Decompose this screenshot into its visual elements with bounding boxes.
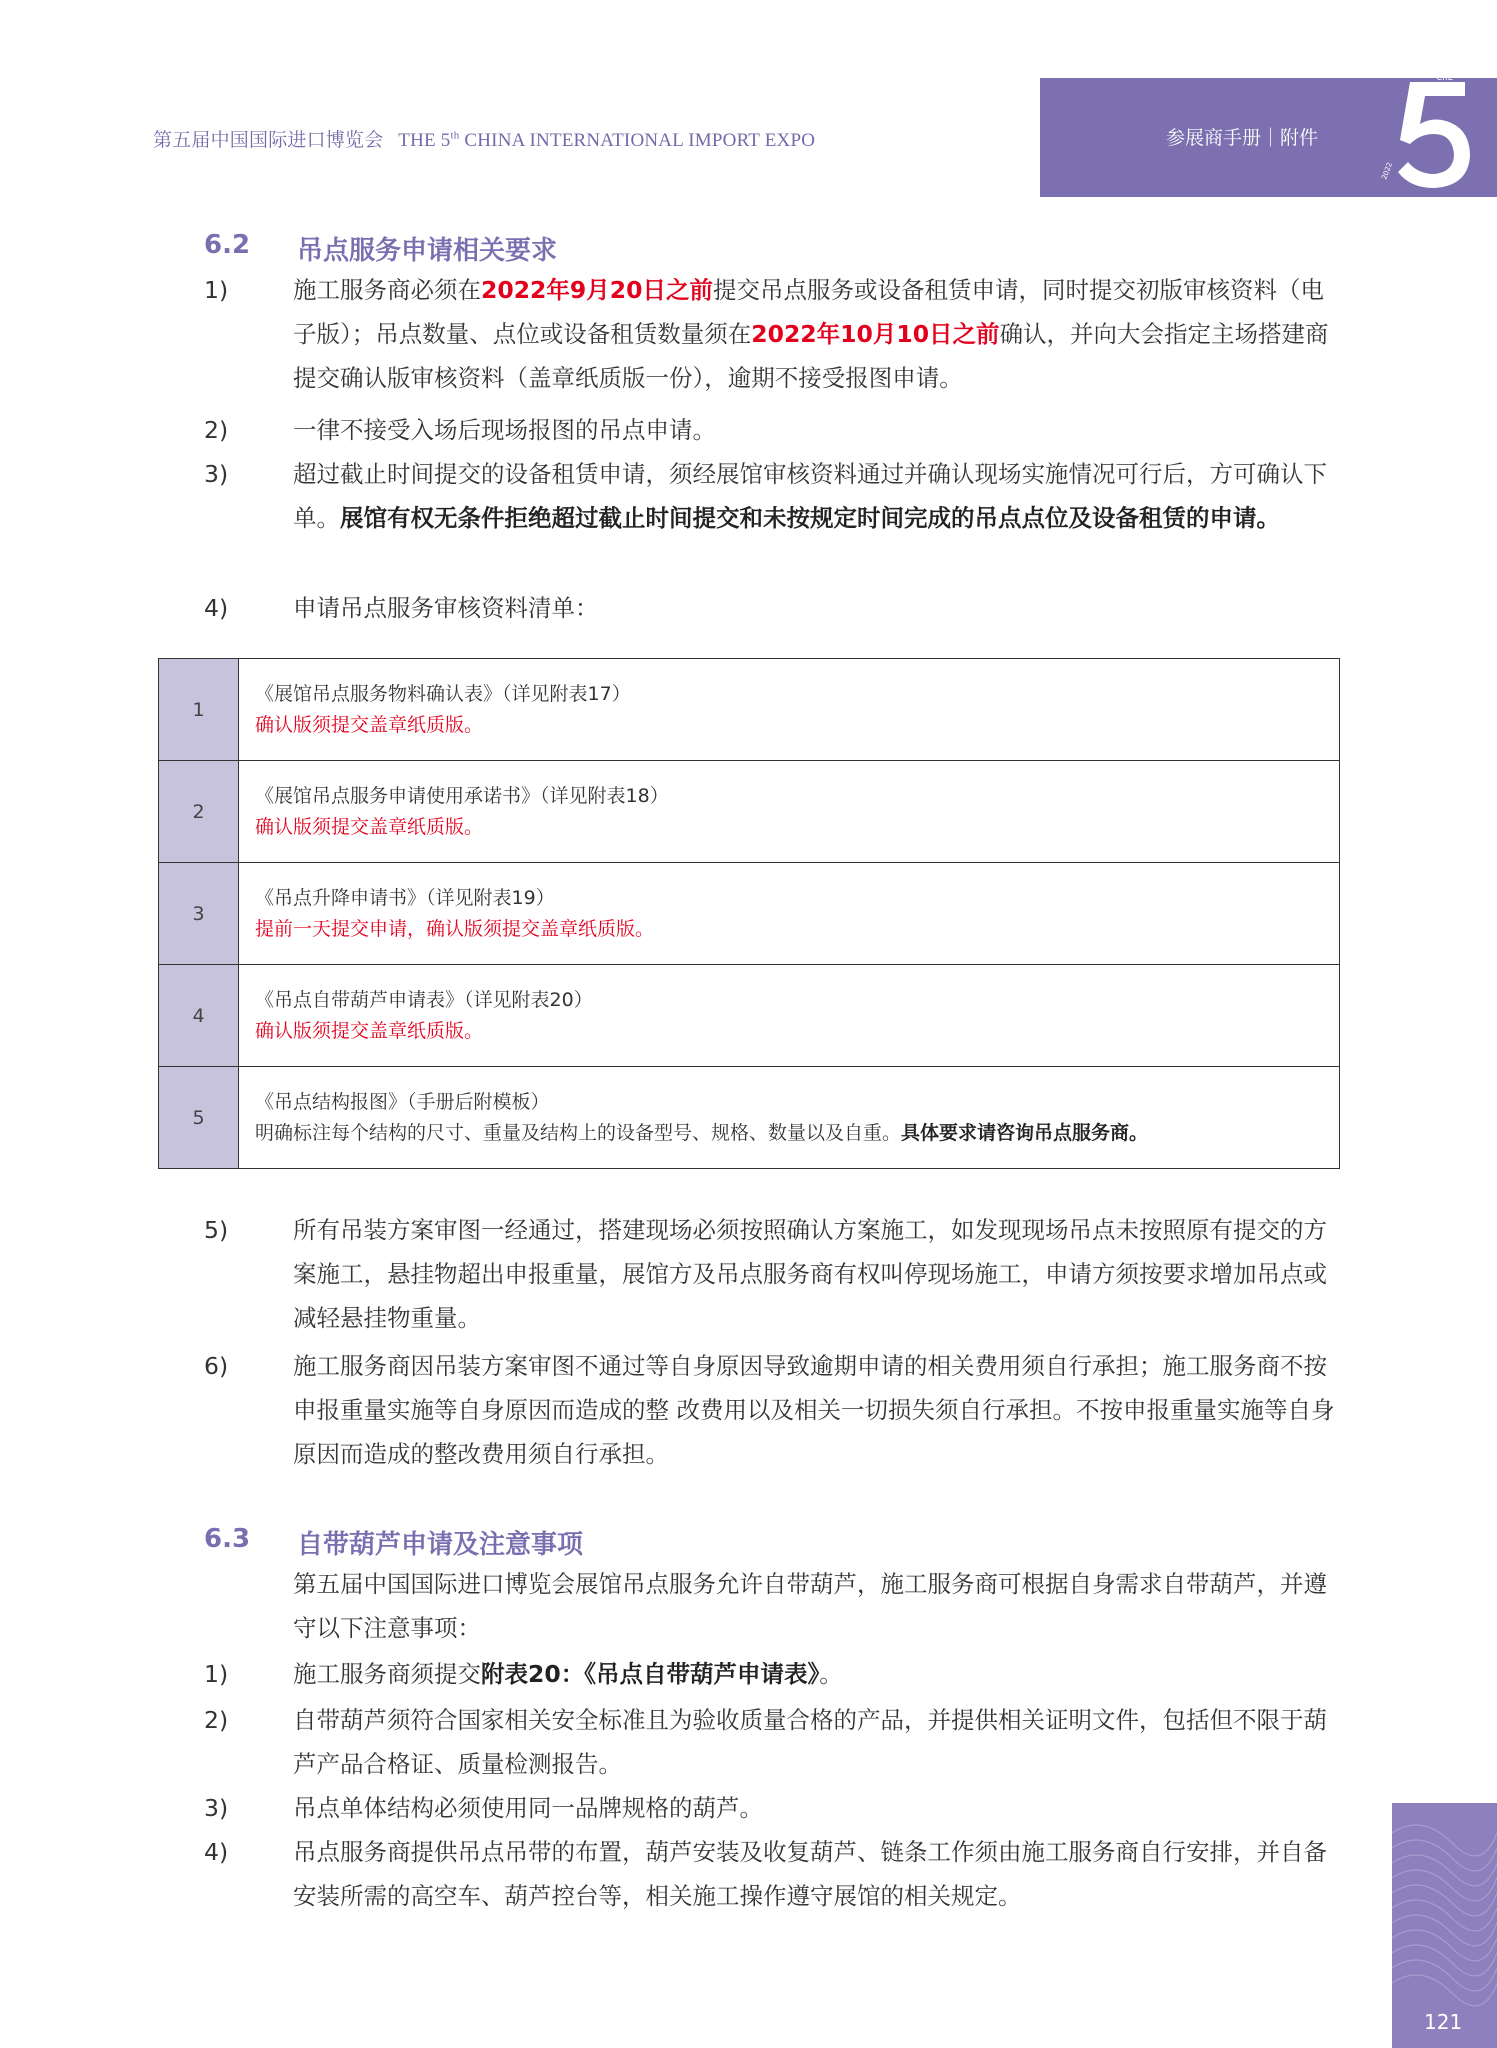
row-number: 4 (159, 965, 239, 1067)
header-title (153, 125, 815, 152)
header-title-en-sup: th (450, 129, 460, 142)
item-number: 4) (204, 1838, 229, 1866)
header-banner (1040, 73, 1497, 197)
item-number: 1) (204, 1660, 229, 1688)
table-row (159, 761, 1340, 863)
doc-title: 《展馆吊点服务物料确认表》 (255, 682, 503, 705)
item-text (293, 268, 1343, 400)
bold-text: 附表20：《吊点自带葫芦申请表》 (481, 1660, 820, 1688)
header-section-label: 参展商手册｜附件 (1166, 127, 1319, 149)
ciie-5-logo-icon (1370, 68, 1490, 192)
item-text: 吊点单体结构必须使用同一品牌规格的葫芦。 (293, 1794, 763, 1822)
item-text (293, 452, 1343, 540)
doc-ref: （详见附表18） (540, 784, 669, 807)
page-number: 121 (1424, 2010, 1463, 2034)
doc-title: 《吊点结构报图》 (255, 1090, 408, 1113)
logo-years: 2022 (1380, 161, 1394, 181)
doc-note: 明确标注每个结构的尺寸、重量及结构上的设备型号、规格、数量以及自重。 (255, 1121, 902, 1144)
item-number: 6) (204, 1352, 229, 1380)
item-number: 3) (204, 1794, 229, 1822)
text-run: 确认，并向大会指定主场搭建商提交确认版审核资料（盖章纸质版一份），逾期不接受报图申请。 (293, 320, 1329, 392)
doc-title: 《吊点升降申请书》 (255, 886, 427, 909)
item-text (293, 1652, 1343, 1696)
item-number: 2) (204, 416, 229, 444)
doc-ref: （手册后附模板） (407, 1090, 550, 1113)
item-text: 一律不接受入场后现场报图的吊点申请。 (293, 416, 716, 444)
item-number: 3) (204, 460, 229, 488)
doc-note: 提前一天提交申请，确认版须提交盖章纸质版。 (255, 917, 655, 940)
section-number: 6.2 (204, 230, 251, 260)
header-title-en-post: CHINA INTERNATIONAL IMPORT EXPO (464, 130, 816, 151)
deadline-highlight: 2022年10月10日之前 (751, 320, 1000, 348)
table-row (159, 1067, 1340, 1169)
table-row (159, 659, 1340, 761)
deadline-highlight: 2022年9月20日之前 (481, 276, 713, 304)
row-number: 3 (159, 863, 239, 965)
row-number: 2 (159, 761, 239, 863)
table-row (159, 965, 1340, 1067)
header-title-cn: 第五届中国国际进口博览会 (153, 130, 384, 151)
item-number: 4) (204, 594, 229, 622)
row-content (239, 659, 1340, 761)
item-text: 施工服务商因吊装方案审图不通过等自身原因导致逾期申请的相关费用须自行承担；施工服务商不按申报重量实施等自身原因而造成的整 改费用以及相关一切损失须自行承担。不按申报重量实施等自身原因而造成的整改费用须自行承担。 (293, 1352, 1335, 1468)
row-content (239, 863, 1340, 965)
row-content (239, 1067, 1340, 1169)
item-number: 1) (204, 276, 229, 304)
row-content (239, 965, 1340, 1067)
row-number: 1 (159, 659, 239, 761)
logo-text: CIIE (1436, 73, 1454, 83)
doc-note-bold: 具体要求请咨询吊点服务商。 (901, 1121, 1149, 1144)
doc-note: 确认版须提交盖章纸质版。 (255, 815, 484, 838)
text-run: 超过截止时间提交的设备租赁申请，须经展馆审核资料通过并确认现场实施情况可行后，方可确认下单。 (293, 460, 1327, 532)
item-number: 5) (204, 1216, 229, 1244)
materials-table (158, 658, 1340, 1169)
doc-ref: （详见附表17） (502, 682, 631, 705)
doc-title: 《展馆吊点服务申请使用承诺书》 (255, 784, 541, 807)
item-number: 2) (204, 1706, 229, 1734)
bold-text: 展馆有权无条件拒绝超过截止时间提交和未按规定时间完成的吊点点位及设备租赁的申请。 (340, 504, 1280, 532)
row-number: 5 (159, 1067, 239, 1169)
text-run: 施工服务商必须在 (293, 276, 481, 304)
doc-note: 确认版须提交盖章纸质版。 (255, 713, 484, 736)
section-number: 6.3 (204, 1524, 251, 1554)
text-run: 提交吊点服务或设备租赁申请，同时提交初版审核资料（电子版）；吊点数量、点位或设备租赁数量须在 (293, 276, 1324, 348)
doc-ref: （详见附表19） (426, 886, 555, 909)
intro-text: 第五届中国国际进口博览会展馆吊点服务允许自带葫芦，施工服务商可根据自身需求自带葫芦，并遵守以下注意事项： (293, 1570, 1327, 1642)
item-text: 自带葫芦须符合国家相关安全标准且为验收质量合格的产品，并提供相关证明文件，包括但不限于葫芦产品合格证、质量检测报告。 (293, 1706, 1327, 1778)
header-title-en-pre: THE 5 (398, 130, 451, 151)
doc-title: 《吊点自带葫芦申请表》 (255, 988, 465, 1011)
text-run: 。 (819, 1660, 843, 1688)
item-text: 吊点服务商提供吊点吊带的布置，葫芦安装及收复葫芦、链条工作须由施工服务商自行安排，并自备安装所需的高空车、葫芦控台等，相关施工操作遵守展馆的相关规定。 (293, 1838, 1327, 1910)
doc-ref: （详见附表20） (464, 988, 593, 1011)
item-text: 所有吊装方案审图一经通过，搭建现场必须按照确认方案施工，如发现现场吊点未按照原有提交的方案施工，悬挂物超出申报重量，展馆方及吊点服务商有权叫停现场施工，申请方须按要求增加吊点或减轻悬挂物重量。 (293, 1216, 1327, 1332)
item-text: 申请吊点服务审核资料清单： (293, 594, 599, 622)
section-title: 吊点服务申请相关要求 (297, 236, 558, 266)
text-run: 施工服务商须提交 (293, 1660, 481, 1688)
table-row (159, 863, 1340, 965)
section-title: 自带葫芦申请及注意事项 (297, 1530, 584, 1560)
doc-note: 确认版须提交盖章纸质版。 (255, 1019, 484, 1042)
row-content (239, 761, 1340, 863)
